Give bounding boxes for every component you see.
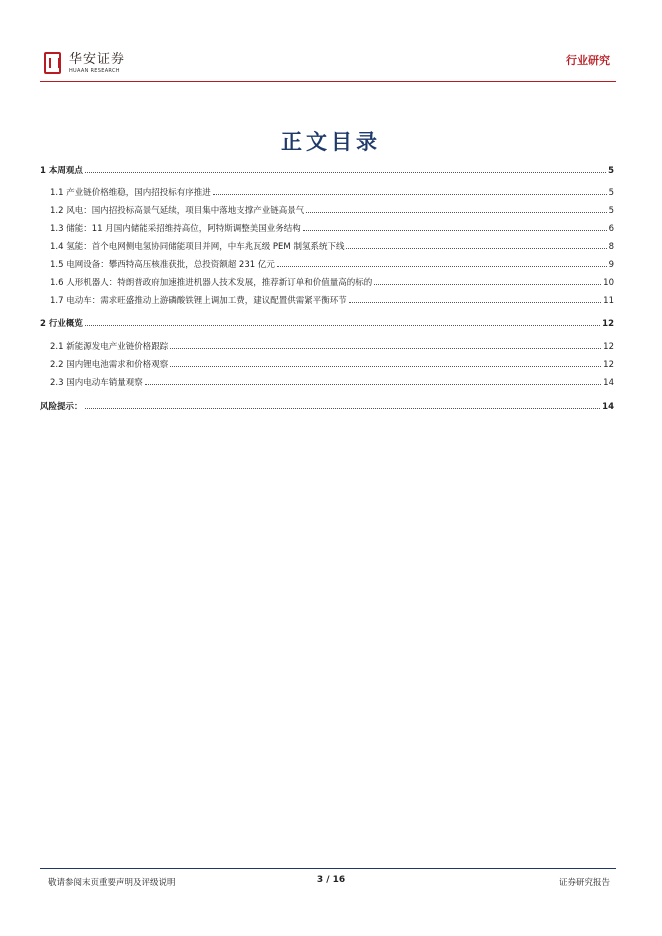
toc-entry-label: 1.2 风电：国内招投标高景气延续，项目集中落地支撑产业链高景气: [50, 206, 305, 216]
footer-disclaimer: 敬请参阅末页重要声明及评级说明: [48, 878, 176, 888]
toc-entry-label: 1 本周观点: [40, 166, 83, 176]
toc-entry-page: 14: [602, 402, 614, 412]
toc-entry-page: 14: [603, 378, 614, 388]
toc-entry-page: 10: [603, 278, 614, 288]
huaan-seal-icon: [44, 52, 61, 74]
toc-entry-label: 1.6 人形机器人：特朗普政府加速推进机器人技术发展，推荐新订单和价值量高的标的: [50, 278, 373, 288]
toc-entry-page: 11: [603, 296, 614, 306]
toc-entry[interactable]: [40, 164, 614, 176]
logo-name-en: HUAAN RESEARCH: [69, 67, 120, 74]
toc-entry[interactable]: [50, 294, 614, 306]
toc-entry-label: 1.5 电网设备：攀西特高压核准获批，总投资额超 231 亿元: [50, 260, 275, 270]
toc-entry[interactable]: [50, 222, 614, 234]
toc-entry-page: 9: [608, 260, 614, 270]
report-category: 行业研究: [566, 54, 610, 67]
toc-entry[interactable]: [50, 240, 614, 252]
toc-entry-page: 5: [608, 188, 614, 198]
page-title: 正文目录: [281, 130, 381, 154]
toc-entry-page: 12: [603, 342, 614, 352]
toc-entry[interactable]: [50, 204, 614, 216]
huaan-logo: [44, 52, 125, 74]
toc-entry-label: 2.2 国内锂电池需求和价格观察: [50, 360, 169, 370]
toc-entry-label: 1.7 电动车：需求旺盛推动上游磷酸铁锂上调加工费，建议配置供需紧平衡环节: [50, 296, 347, 306]
footer-report-type: 证券研究报告: [558, 878, 610, 888]
toc-entry-label: 1.3 储能：11 月国内储能采招维持高位，阿特斯调整美国业务结构: [50, 224, 301, 234]
toc-entry[interactable]: [50, 186, 614, 198]
toc-entry[interactable]: [40, 400, 614, 412]
toc-entry[interactable]: [50, 376, 614, 388]
toc-entry-label: 1.1 产业链价格维稳，国内招投标有序推进: [50, 188, 211, 198]
header-divider: [40, 81, 616, 82]
toc-entry-label: 2 行业概览: [40, 319, 83, 329]
toc-entry[interactable]: [40, 317, 614, 329]
toc-entry-page: 12: [602, 319, 614, 329]
footer-divider: [40, 868, 616, 869]
page-header: [0, 0, 662, 90]
logo-name-cn: 华安证券: [69, 51, 126, 67]
toc-entry[interactable]: [50, 358, 614, 370]
toc-entry-label: 2.1 新能源发电产业链价格跟踪: [50, 342, 169, 352]
toc-entry-page: 12: [603, 360, 614, 370]
toc-entry-label: 风险提示：: [40, 402, 83, 412]
toc-entry[interactable]: [50, 276, 614, 288]
toc-entry[interactable]: [50, 258, 614, 270]
toc-entry-page: 8: [608, 242, 614, 252]
page-number: 3 / 16: [316, 875, 346, 885]
toc-entry-label: 1.4 氢能：首个电网侧电氢协同储能项目并网，中车兆瓦级 PEM 制氢系统下线: [50, 242, 345, 252]
toc-entry-page: 5: [608, 206, 614, 216]
toc-entry-label: 2.3 国内电动车销量观察: [50, 378, 143, 388]
toc-entry[interactable]: [50, 340, 614, 352]
toc-entry-page: 5: [608, 166, 614, 176]
toc-entry-page: 6: [608, 224, 614, 234]
